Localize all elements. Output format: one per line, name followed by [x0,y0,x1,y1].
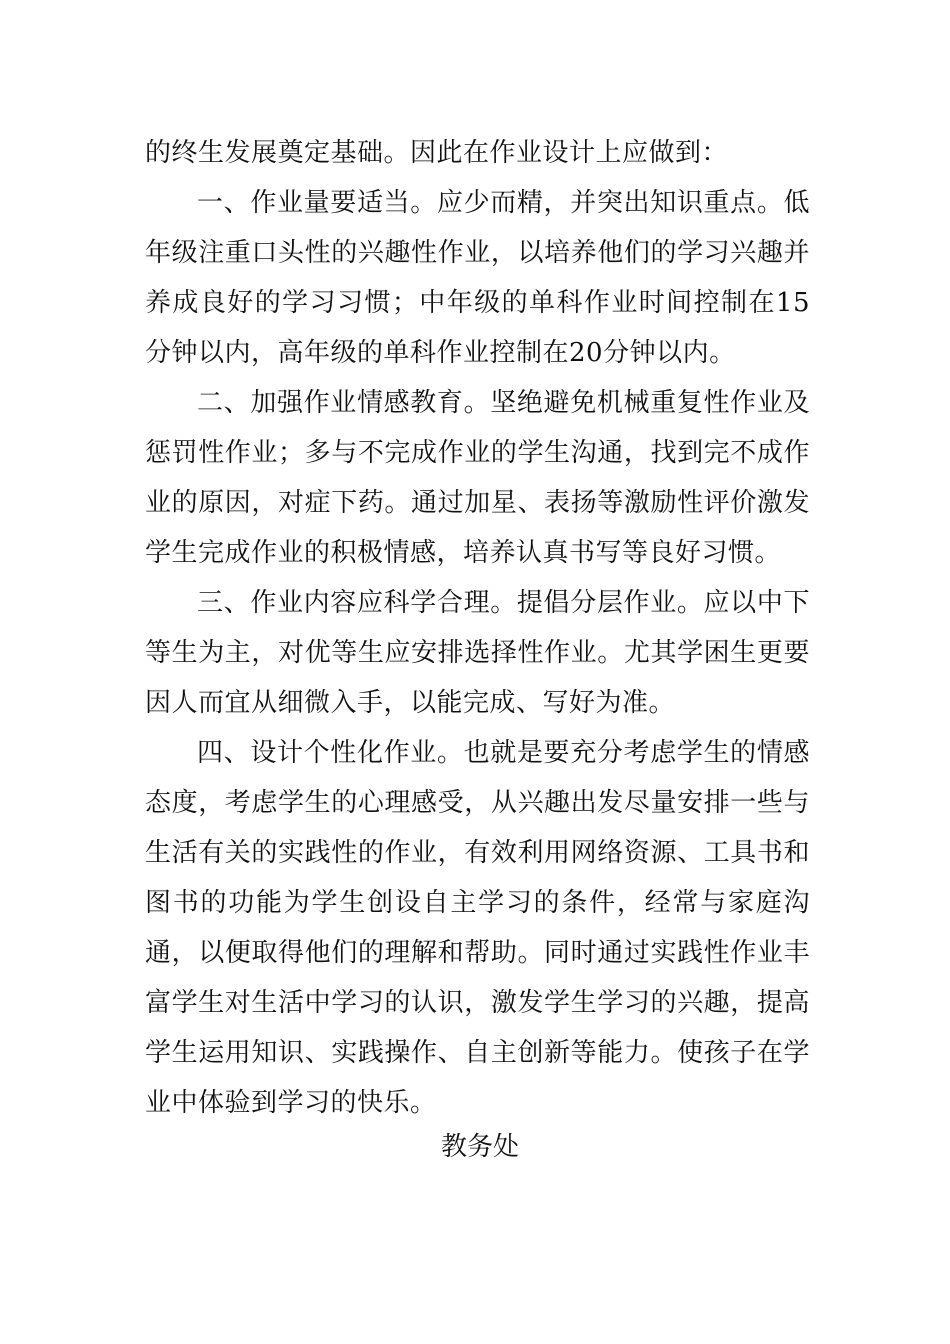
paragraph-content-design: 三、作业内容应科学合理。提倡分层作业。应以中下等生为主，对优等生应安排选择性作业。尤其学困生更要因人而宜从细微入手，以能完成、写好为准。 [145,588,810,718]
paragraph-continuation: 的终生发展奠定基础。因此在作业设计上应做到： [145,138,729,168]
paragraph-emotional-education: 二、加强作业情感教育。坚绝避免机械重复性作业及惩罚性作业；多与不完成作业的学生沟通，找到完不成作业的原因，对症下药。通过加星、表扬等激励性评价激发学生完成作业的积极情感，培养认真书写等良好习惯。 [145,388,810,568]
document-body [145,128,810,1128]
paragraph-personalized-homework: 四、设计个性化作业。也就是要充分考虑学生的情感态度，考虑学生的心理感受，从兴趣出发尽量安排一些与生活有关的实践性的作业，有效利用网络资源、工具书和图书的功能为学生创设自主学习的条件，经常与家庭沟通，以便取得他们的理解和帮助。同时通过实践性作业丰富学生对生活中学习的认识，激发学生学习的兴趣，提高学生运用知识、实践操作、自主创新等能力。使孩子在学业中体验到学习的快乐。 [145,738,810,1118]
paragraph-workload: 一、作业量要适当。应少而精，并突出知识重点。低年级注重口头性的兴趣性作业，以培养他们的学习兴趣并养成良好的学习习惯；中年级的单科作业时间控制在15分钟以内，高年级的单科作业控制在20分钟以内。 [145,188,810,368]
signature-department: 教务处 [440,1132,519,1162]
